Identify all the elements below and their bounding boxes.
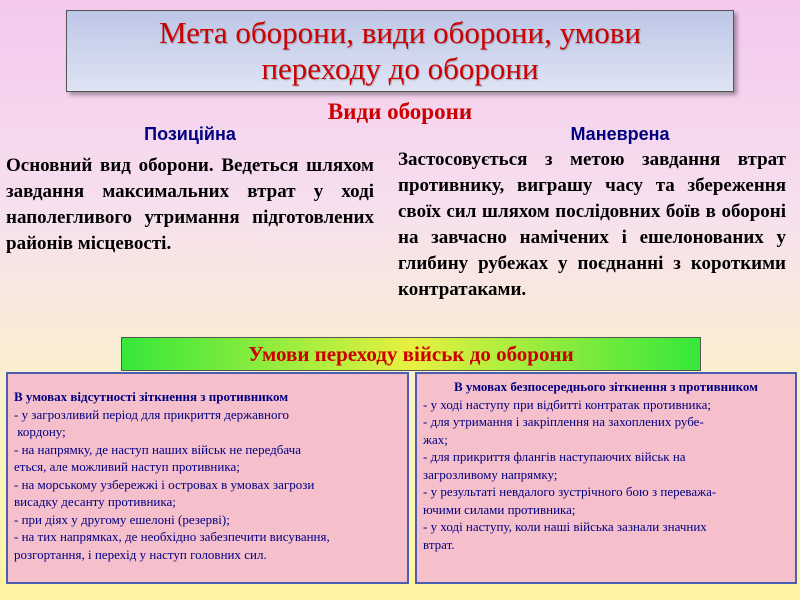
- list-item: - для утримання і закріплення на захоплених рубе- жах;: [423, 414, 704, 447]
- list-item: - для прикриття флангів наступаючих військ на загрозливому напрямку;: [423, 449, 686, 482]
- list-item: - у ході наступу, коли наші війська зазнали значних втрат.: [423, 519, 707, 552]
- conditions-heading: Умови переходу військ до оборони: [248, 341, 574, 366]
- page-title: Мета оборони, види оборони, умови переходу до оборони: [158, 15, 642, 86]
- direct-contact-box: [415, 372, 797, 584]
- list-item: - у ході наступу при відбитті контратак противника;: [423, 396, 712, 412]
- positional-heading: Позиційна: [144, 124, 236, 144]
- maneuver-heading: Маневрена: [570, 124, 670, 144]
- list-item: - на тих напрямках, де необхідно забезпечити висування, розгортання, і перехід у наступ головних сил.: [14, 529, 330, 562]
- maneuver-text: Застосовується з метою завдання втрат противнику, виграшу часу та збереження своїх сил шляхом послідовних боїв в обороні на завчасно намічених і ешелонованих у глибину рубежах у поєднанні з короткими контратаками.: [398, 149, 786, 300]
- list-item: - при діях у другому ешелоні (резерві);: [14, 511, 230, 527]
- list-item: - на напрямку, де наступ наших військ не передбача еться, але можливий наступ противника;: [14, 441, 301, 474]
- no-contact-box: [6, 372, 409, 584]
- direct-contact-title: В умовах безпосереднього зіткнення з противником: [453, 379, 759, 394]
- title-box: [66, 10, 734, 92]
- types-heading: Види оборони: [327, 99, 473, 124]
- list-item: - у результаті невдалого зустрічного бою з переважа- ючими силами противника;: [423, 484, 717, 517]
- list-item: - у загрозливий період для прикриття державного кордону;: [14, 406, 289, 439]
- list-item: - на морському узбережжі і островах в умовах загрози висадку десанту противника;: [14, 476, 315, 509]
- no-contact-title: В умовах відсутності зіткнення з противником: [14, 389, 289, 404]
- conditions-banner: [121, 337, 701, 371]
- positional-text: Основний вид оборони. Ведеться шляхом завдання максимальних втрат у ході наполегливого утримання підготовлених районів місцевості.: [6, 155, 374, 254]
